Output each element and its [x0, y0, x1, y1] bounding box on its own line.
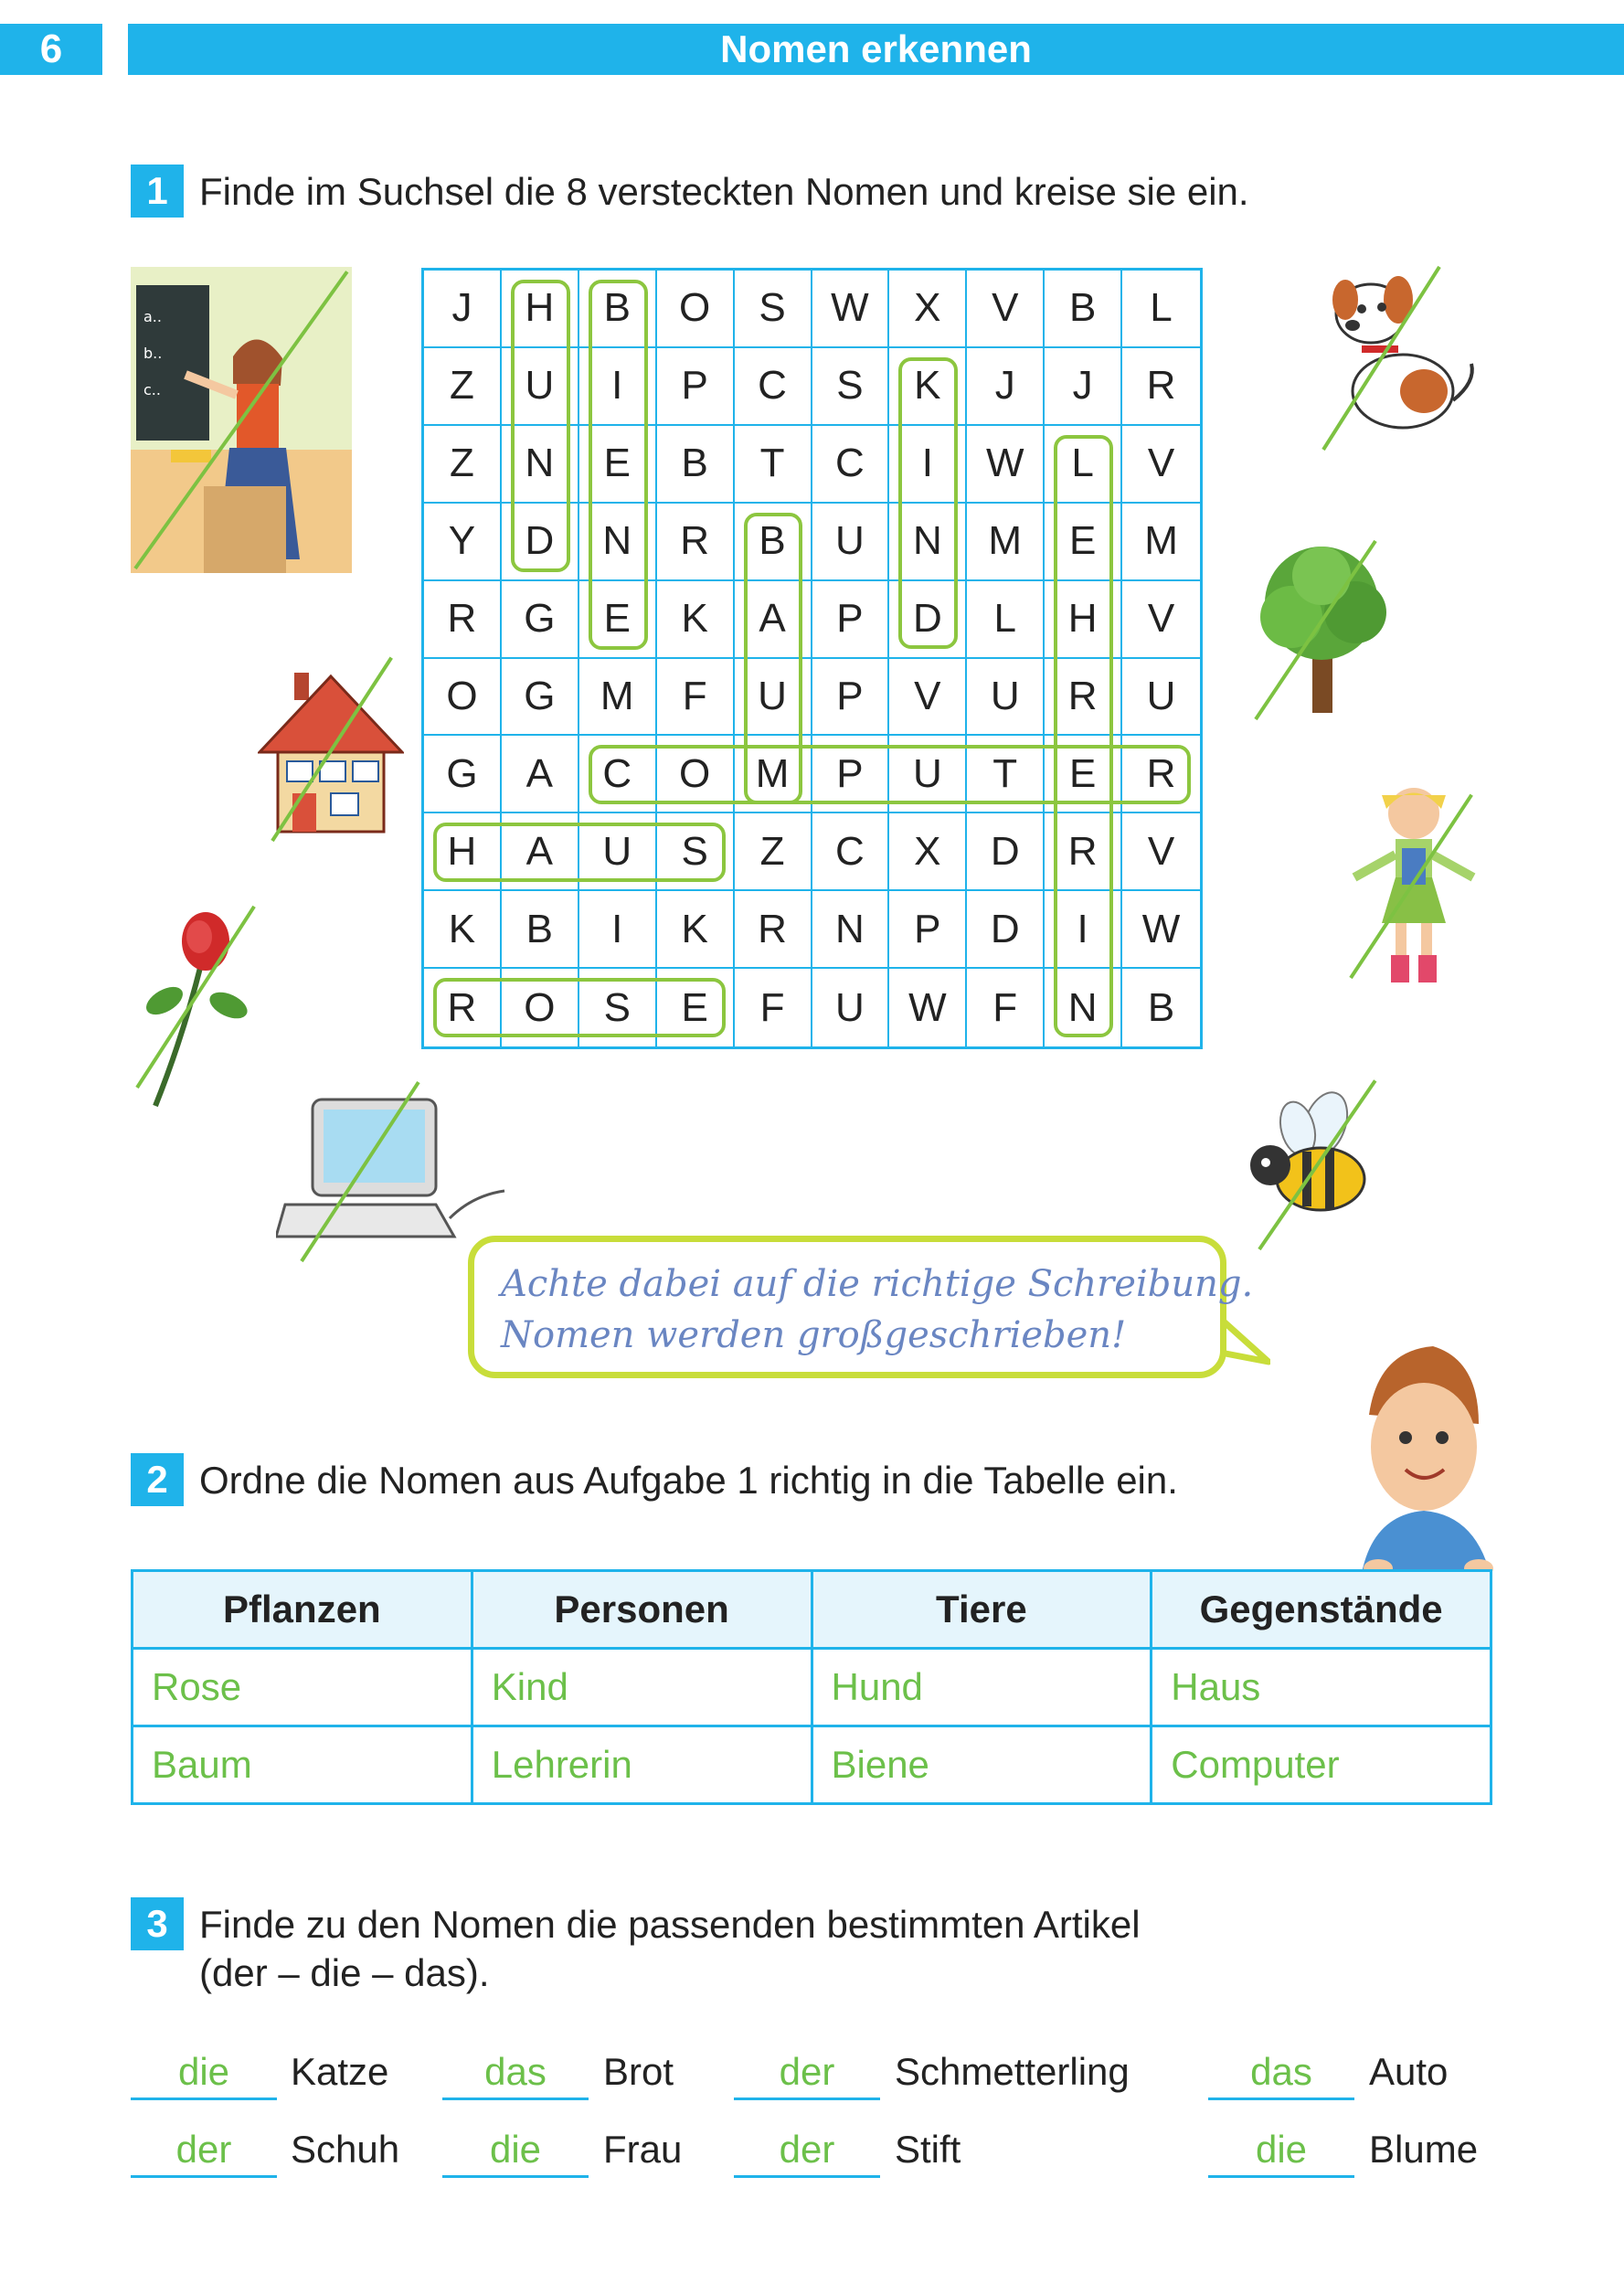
boy-illustration: [1342, 1342, 1502, 1584]
table-cell[interactable]: Rose: [133, 1649, 472, 1726]
article-noun-label: Frau: [603, 2128, 683, 2171]
word-search-grid: [421, 268, 1203, 1049]
grid-letter[interactable]: B: [502, 891, 579, 969]
grid-letter[interactable]: R: [1122, 348, 1200, 426]
grid-letter[interactable]: B: [735, 504, 812, 581]
grid-letter[interactable]: X: [889, 271, 967, 348]
grid-letter[interactable]: B: [657, 426, 735, 504]
grid-letter[interactable]: U: [812, 969, 890, 1046]
grid-letter[interactable]: D: [967, 891, 1045, 969]
article-answer-blank[interactable]: das: [442, 2050, 589, 2100]
grid-letter[interactable]: A: [502, 736, 579, 813]
grid-letter[interactable]: R: [1045, 659, 1122, 737]
table-cell[interactable]: Haus: [1152, 1649, 1491, 1726]
article-answer-blank[interactable]: die: [442, 2128, 589, 2178]
grid-letter[interactable]: P: [812, 581, 890, 659]
grid-letter[interactable]: B: [1147, 984, 1175, 1030]
speech-bubble-line-2: Nomen werden großgeschrieben!: [501, 1314, 1127, 1356]
grid-letter[interactable]: P: [812, 659, 890, 737]
task-3-instruction-line-2: (der – die – das).: [199, 1951, 490, 1994]
grid-letter[interactable]: D: [889, 581, 967, 659]
grid-letter[interactable]: O: [657, 736, 735, 813]
grid-letter[interactable]: U: [579, 813, 657, 891]
svg-text:a..: a..: [143, 308, 162, 325]
grid-letter[interactable]: R: [1122, 736, 1200, 813]
article-noun-label: Schmetterling: [895, 2050, 1130, 2093]
grid-letter[interactable]: K: [424, 891, 502, 969]
grid-letter[interactable]: U: [735, 659, 812, 737]
grid-letter[interactable]: B: [1045, 271, 1122, 348]
grid-letter[interactable]: S: [735, 271, 812, 348]
grid-letter[interactable]: V: [1122, 426, 1200, 504]
bee-illustration: [1243, 1088, 1380, 1234]
grid-letter[interactable]: T: [967, 736, 1045, 813]
grid-letter[interactable]: G: [502, 659, 579, 737]
grid-letter[interactable]: W: [812, 271, 890, 348]
table-cell[interactable]: Hund: [812, 1649, 1152, 1726]
grid-letter[interactable]: U: [967, 659, 1045, 737]
article-noun-label: Blume: [1369, 2128, 1479, 2171]
grid-letter[interactable]: L: [967, 581, 1045, 659]
page-title: Nomen erkennen: [128, 24, 1624, 75]
grid-letter[interactable]: I: [1045, 891, 1122, 969]
grid-letter[interactable]: P: [812, 736, 890, 813]
grid-letter[interactable]: Z: [735, 813, 812, 891]
grid-letter[interactable]: V: [889, 659, 967, 737]
grid-letter[interactable]: R: [424, 969, 502, 1046]
grid-letter[interactable]: W: [889, 969, 967, 1046]
table-cell[interactable]: Biene: [812, 1726, 1152, 1804]
table-cell[interactable]: Lehrerin: [472, 1726, 812, 1804]
task-2-instruction: Ordne die Nomen aus Aufgabe 1 richtig in die Tabelle ein.: [199, 1459, 1178, 1502]
article-noun-label: Schuh: [291, 2128, 400, 2171]
grid-letter[interactable]: J: [1045, 348, 1122, 426]
grid-letter[interactable]: N: [812, 891, 890, 969]
grid-letter[interactable]: E: [657, 969, 735, 1046]
grid-letter[interactable]: M: [967, 504, 1045, 581]
grid-letter[interactable]: K: [657, 891, 735, 969]
task-3-instruction-line-1: Finde zu den Nomen die passenden bestimmten Artikel: [199, 1903, 1141, 1946]
article-noun-label: Brot: [603, 2050, 674, 2093]
grid-letter[interactable]: K: [889, 348, 967, 426]
task-1-number: 1: [131, 165, 184, 218]
article-noun-label: Auto: [1369, 2050, 1449, 2093]
table-cell[interactable]: Computer: [1152, 1726, 1491, 1804]
grid-letter[interactable]: E: [579, 426, 657, 504]
article-noun-label: Stift: [895, 2128, 961, 2171]
grid-letter[interactable]: T: [735, 426, 812, 504]
grid-letter[interactable]: A: [735, 581, 812, 659]
grid-letter[interactable]: M: [1122, 504, 1200, 581]
grid-letter[interactable]: O: [502, 969, 579, 1046]
article-answer-blank[interactable]: die: [131, 2050, 277, 2100]
grid-letter[interactable]: N: [502, 426, 579, 504]
grid-letter[interactable]: O: [657, 271, 735, 348]
task-2-number: 2: [131, 1453, 184, 1506]
grid-letter[interactable]: F: [657, 659, 735, 737]
table-header-gegenstaende: Gegenstände: [1152, 1571, 1491, 1649]
grid-letter[interactable]: C: [735, 348, 812, 426]
table-cell[interactable]: Baum: [133, 1726, 472, 1804]
grid-letter[interactable]: H: [1045, 581, 1122, 659]
svg-text:c..: c..: [143, 381, 161, 398]
grid-letter[interactable]: H: [424, 813, 502, 891]
task-3-number: 3: [131, 1897, 184, 1950]
grid-letter[interactable]: M: [579, 659, 657, 737]
grid-letter[interactable]: I: [579, 348, 657, 426]
grid-letter[interactable]: U: [812, 504, 890, 581]
article-answer-blank[interactable]: der: [734, 2128, 880, 2178]
grid-letter[interactable]: N: [889, 504, 967, 581]
grid-letter[interactable]: B: [579, 271, 657, 348]
grid-letter[interactable]: S: [579, 969, 657, 1046]
grid-letter[interactable]: W: [967, 426, 1045, 504]
grid-letter[interactable]: J: [424, 271, 502, 348]
grid-letter[interactable]: R: [1045, 813, 1122, 891]
dog-illustration: [1316, 263, 1481, 441]
grid-letter[interactable]: W: [1122, 891, 1200, 969]
grid-letter[interactable]: E: [1045, 504, 1122, 581]
grid-letter[interactable]: O: [424, 659, 502, 737]
grid-letter[interactable]: E: [579, 581, 657, 659]
grid-letter[interactable]: P: [889, 891, 967, 969]
grid-letter[interactable]: I: [889, 426, 967, 504]
task-1-instruction: Finde im Suchsel die 8 versteckten Nomen und kreise sie ein.: [199, 170, 1249, 213]
table-header-pflanzen: Pflanzen: [133, 1571, 472, 1649]
grid-letter[interactable]: L: [1045, 426, 1122, 504]
grid-letter[interactable]: I: [579, 891, 657, 969]
table-row: [133, 1726, 1491, 1804]
grid-letter[interactable]: F: [735, 969, 812, 1046]
grid-letter[interactable]: V: [1122, 813, 1200, 891]
grid-letter[interactable]: A: [502, 813, 579, 891]
grid-letter[interactable]: G: [424, 736, 502, 813]
page-number: 6: [0, 24, 102, 75]
grid-letter[interactable]: C: [579, 736, 657, 813]
grid-letter[interactable]: C: [812, 426, 890, 504]
grid-letter[interactable]: E: [1045, 736, 1122, 813]
grid-letter[interactable]: L: [1122, 271, 1200, 348]
grid-letter[interactable]: G: [502, 581, 579, 659]
grid-letter[interactable]: N: [579, 504, 657, 581]
grid-letter[interactable]: C: [812, 813, 890, 891]
grid-letter[interactable]: U: [889, 736, 967, 813]
grid-letter[interactable]: F: [967, 969, 1045, 1046]
grid-letter[interactable]: D: [502, 504, 579, 581]
article-answer-blank[interactable]: die: [1208, 2128, 1354, 2178]
grid-letter[interactable]: X: [889, 813, 967, 891]
grid-letter[interactable]: V: [967, 271, 1045, 348]
grid-letter[interactable]: Y: [424, 504, 502, 581]
grid-letter[interactable]: U: [1122, 659, 1200, 737]
grid-letter[interactable]: Z: [424, 348, 502, 426]
grid-letter[interactable]: V: [1122, 581, 1200, 659]
grid-letter[interactable]: H: [502, 271, 579, 348]
article-answer-blank[interactable]: das: [1208, 2050, 1354, 2100]
article-answer-blank[interactable]: der: [131, 2128, 277, 2178]
article-noun-label: Katze: [291, 2050, 389, 2093]
grid-letter[interactable]: K: [657, 581, 735, 659]
table-header-personen: Personen: [472, 1571, 812, 1649]
grid-letter[interactable]: N: [1045, 969, 1122, 1046]
tree-illustration: [1241, 539, 1406, 717]
grid-letter[interactable]: Z: [424, 426, 502, 504]
grid-letter[interactable]: J: [967, 348, 1045, 426]
noun-category-table: [131, 1569, 1492, 1805]
table-header-tiere: Tiere: [812, 1571, 1152, 1649]
grid-letter[interactable]: R: [657, 504, 735, 581]
grid-letter[interactable]: U: [502, 348, 579, 426]
table-row: [133, 1649, 1491, 1726]
speech-bubble: [468, 1236, 1226, 1378]
grid-letter[interactable]: S: [657, 813, 735, 891]
grid-letter[interactable]: D: [967, 813, 1045, 891]
svg-text:b..: b..: [143, 345, 163, 362]
grid-letter[interactable]: S: [812, 348, 890, 426]
grid-letter[interactable]: R: [424, 581, 502, 659]
grid-letter[interactable]: R: [735, 891, 812, 969]
article-answer-blank[interactable]: der: [734, 2050, 880, 2100]
speech-bubble-line-1: Achte dabei auf die richtige Schreibung.: [501, 1263, 1254, 1305]
table-cell[interactable]: Kind: [472, 1649, 812, 1726]
grid-letter[interactable]: M: [735, 736, 812, 813]
grid-letter[interactable]: P: [657, 348, 735, 426]
